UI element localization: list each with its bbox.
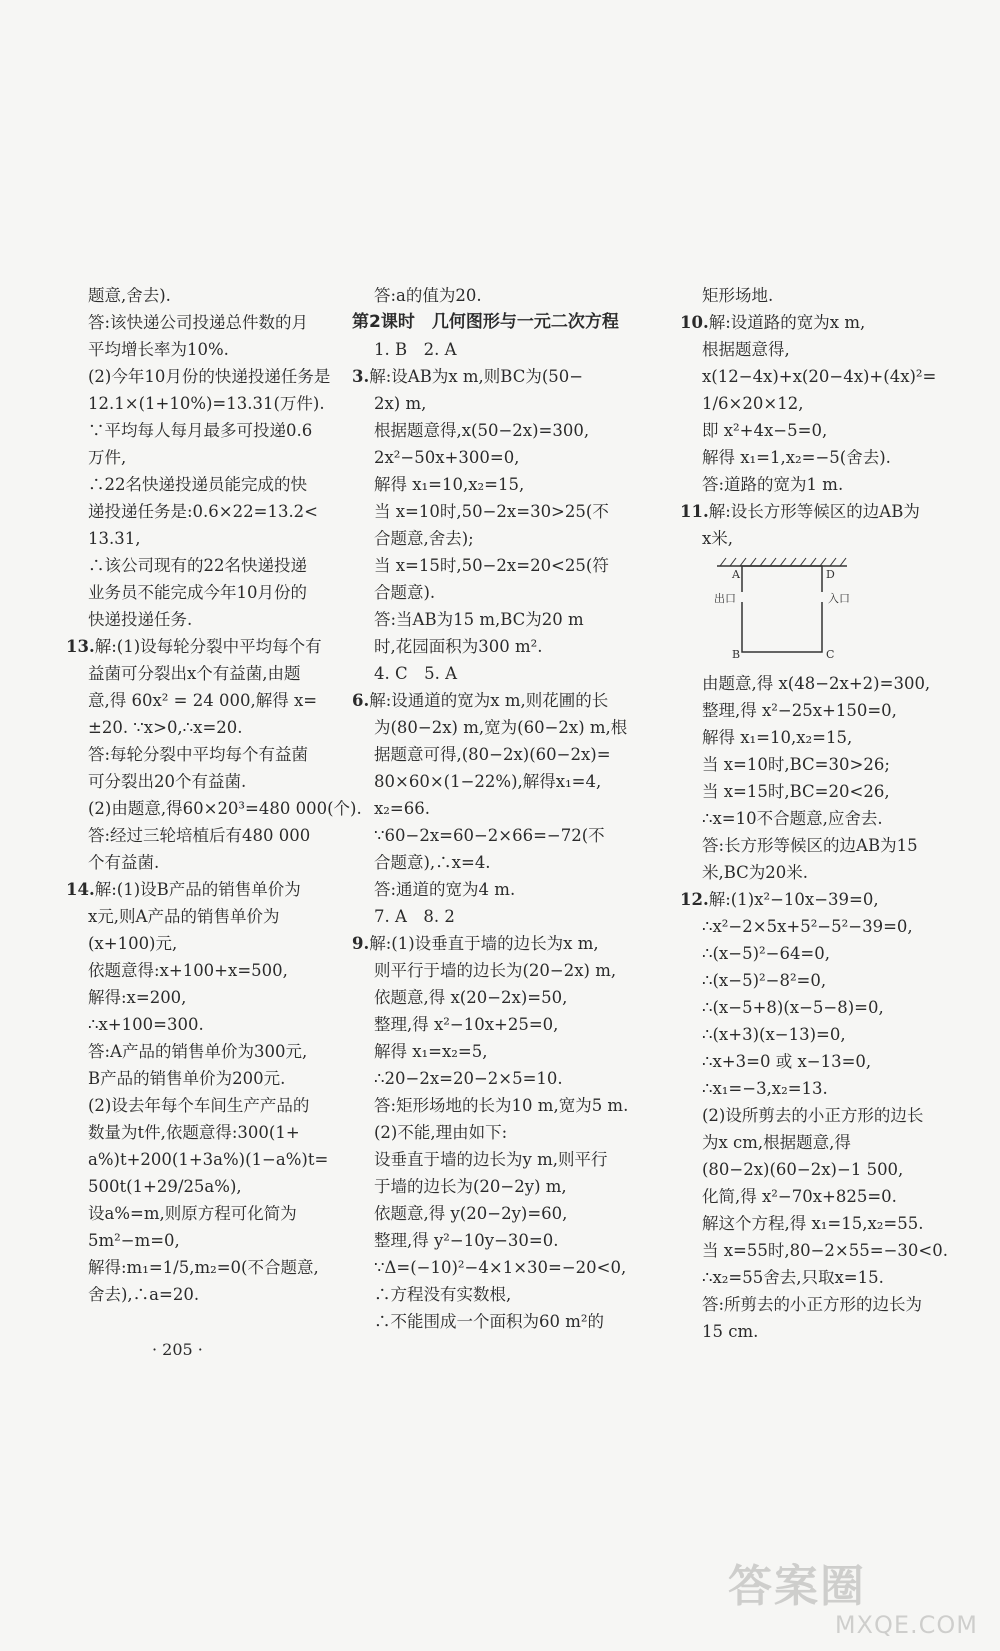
text-line: ∵60−2x=60−2×66=−72(不 <box>374 826 605 845</box>
text-line: ∴不能围成一个面积为60 m²的 <box>374 1312 605 1331</box>
text-line: 为(80−2x) m,宽为(60−2x) m,根 <box>374 718 628 737</box>
text-line: 即 x²+4x−5=0, <box>702 421 828 440</box>
text-line: ∴该公司现有的22名快递投递 <box>88 556 307 575</box>
text-line: (2)今年10月份的快递投递任务是 <box>88 367 331 386</box>
text-line: 快递投递任务. <box>88 610 193 629</box>
problem-number: 10. <box>680 313 709 332</box>
column-1 <box>66 282 362 1308</box>
text-line: 解得:x=200, <box>88 988 187 1007</box>
text-line: 500t(1+29/25a%), <box>88 1177 242 1196</box>
text-line: 答:每轮分裂中平均每个有益菌 <box>88 745 309 764</box>
text-line: 意,得 60x² = 24 000,解得 x= <box>88 691 318 710</box>
problem-number: 3. <box>352 367 370 386</box>
text-line: (2)由题意,得60×20³=480 000(个). <box>88 799 362 818</box>
text-line: 益菌可分裂出x个有益菌,由题 <box>88 664 301 683</box>
problem-text: 解:设道路的宽为x m, <box>708 313 866 332</box>
text-line: 数量为t件,依题意得:300(1+ <box>88 1123 300 1142</box>
problem-text: 解:(1)设B产品的销售单价为 <box>94 880 301 899</box>
problem-text: 解:(1)设垂直于墙的边长为x m, <box>369 934 599 953</box>
text-line: 解得 x₁=1,x₂=−5(舍去). <box>702 448 891 467</box>
text-line: 解得 x₁=10,x₂=15, <box>374 475 525 494</box>
text-line: x(12−4x)+x(20−4x)+(4x)²= <box>702 367 937 386</box>
text-line: x元,则A产品的销售单价为 <box>88 907 280 926</box>
text-line: 依题意,得 x(20−2x)=50, <box>374 988 568 1007</box>
label-c: C <box>826 648 835 661</box>
waiting-area-diagram <box>712 556 970 664</box>
text-line: 依题意得:x+100+x=500, <box>88 961 288 980</box>
text-line: 答:矩形场地的长为10 m,宽为5 m. <box>374 1096 629 1115</box>
text-line: ∴方程没有实数根, <box>374 1285 512 1304</box>
text-line: 当 x=55时,80−2×55=−30<0. <box>702 1241 948 1260</box>
text-line: 80×60×(1−22%),解得x₁=4, <box>374 772 602 791</box>
problem-line <box>66 876 328 903</box>
text-line: 依题意,得 y(20−2y)=60, <box>374 1204 568 1223</box>
text-line: 递投递任务是:0.6×22=13.2< <box>88 502 319 521</box>
text-line: 答:a的值为20. <box>374 286 482 305</box>
text-line: 答:当AB为15 m,BC为20 m <box>374 610 584 629</box>
text-line: 业务员不能完成今年10月份的 <box>88 583 307 602</box>
text-line: 当 x=10时,BC=30>26; <box>702 755 890 774</box>
text-line: ∴x²−2×5x+5²−5²−39=0, <box>702 917 913 936</box>
text-line: (2)设去年每个车间生产产品的 <box>88 1096 310 1115</box>
text-line: 当 x=15时,BC=20<26, <box>702 782 890 801</box>
text-line: 2x²−50x+300=0, <box>374 448 520 467</box>
text-line: ∴(x−5)²−8²=0, <box>702 971 827 990</box>
text-line: 据题意可得,(80−2x)(60−2x)= <box>374 745 611 764</box>
text-line: 根据题意得,x(50−2x)=300, <box>374 421 590 440</box>
problem-line <box>352 687 652 714</box>
text-line: x米, <box>702 529 734 548</box>
text-line: 12.1×(1+10%)=13.31(万件). <box>88 394 325 413</box>
text-line: ∵Δ=(−10)²−4×1×30=−20<0, <box>374 1258 627 1277</box>
text-line: 4. C 5. A <box>374 664 458 683</box>
text-line: 解得:m₁=1/5,m₂=0(不合题意, <box>88 1258 319 1277</box>
label-entrance: 入口 <box>828 592 850 605</box>
problem-line <box>680 886 970 913</box>
text-line: 答:长方形等候区的边AB为15 <box>702 836 918 855</box>
problem-text: 解:(1)x²−10x−39=0, <box>708 890 879 909</box>
problem-line <box>680 309 970 336</box>
problem-text: 解:(1)设每轮分裂中平均每个有 <box>94 637 322 656</box>
text-line: ∴(x−5+8)(x−5−8)=0, <box>702 998 884 1017</box>
text-line: (80−2x)(60−2x)−1 500, <box>702 1160 904 1179</box>
page-number: · 205 · <box>152 1340 203 1359</box>
text-line: ∴(x+3)(x−13)=0, <box>702 1025 846 1044</box>
label-d: D <box>826 568 835 581</box>
problem-number: 12. <box>680 890 709 909</box>
label-a: A <box>732 568 740 581</box>
text-line: B产品的销售单价为200元. <box>88 1069 286 1088</box>
text-line: ∴(x−5)²−64=0, <box>702 944 831 963</box>
text-line: ∴x+3=0 或 x−13=0, <box>702 1052 872 1071</box>
text-line: 5m²−m=0, <box>88 1231 180 1250</box>
text-line: 根据题意得, <box>702 340 790 359</box>
text-line: a%)t+200(1+3a%)(1−a%)t= <box>88 1150 329 1169</box>
problem-number: 6. <box>352 691 370 710</box>
text-line: 合题意). <box>374 583 436 602</box>
text-line: 舍去),∴a=20. <box>88 1285 200 1304</box>
text-line: 平均增长率为10%. <box>88 340 229 359</box>
problem-line <box>66 633 328 660</box>
text-line: 答:所剪去的小正方形的边长为 <box>702 1295 923 1314</box>
text-line: 当 x=15时,50−2x=20<25(符 <box>374 556 609 575</box>
text-line: ∴22名快递投递员能完成的快 <box>88 475 307 494</box>
text-line: 则平行于墙的边长为(20−2x) m, <box>374 961 617 980</box>
problem-line <box>352 930 652 957</box>
text-line: 答:A产品的销售单价为300元, <box>88 1042 308 1061</box>
problem-text: 解:设通道的宽为x m,则花圃的长 <box>369 691 609 710</box>
text-line: 7. A 8. 2 <box>374 907 455 926</box>
text-line: 1/6×20×12, <box>702 394 804 413</box>
text-line: 合题意,舍去); <box>374 529 474 548</box>
column-3 <box>680 282 970 1345</box>
text-line: 当 x=10时,50−2x=30>25(不 <box>374 502 609 521</box>
column-3-top <box>680 282 970 552</box>
text-line: 合题意),∴x=4. <box>374 853 491 872</box>
text-line: 于墙的边长为(20−2y) m, <box>374 1177 567 1196</box>
text-line: 整理,得 x²−25x+150=0, <box>702 701 897 720</box>
text-line: 万件, <box>88 448 127 467</box>
text-line: 解得 x₁=10,x₂=15, <box>702 728 853 747</box>
text-line: 答:通道的宽为4 m. <box>374 880 516 899</box>
text-line: 化简,得 x²−70x+825=0. <box>702 1187 897 1206</box>
column-3-bottom <box>680 670 970 1345</box>
text-line: (x+100)元, <box>88 934 178 953</box>
text-line: 1. B 2. A <box>374 340 457 359</box>
text-line: ∴x=10不合题意,应舍去. <box>702 809 883 828</box>
text-line: 整理,得 x²−10x+25=0, <box>374 1015 559 1034</box>
label-exit: 出口 <box>714 592 736 605</box>
text-line: ∴x₂=55舍去,只取x=15. <box>702 1268 884 1287</box>
problem-line <box>352 363 652 390</box>
problem-number: 9. <box>352 934 370 953</box>
text-line: 米,BC为20米. <box>702 863 809 882</box>
text-line: 为x cm,根据题意,得 <box>702 1133 851 1152</box>
text-line: ∴x+100=300. <box>88 1015 204 1034</box>
text-line: 整理,得 y²−10y−30=0. <box>374 1231 559 1250</box>
label-b: B <box>732 648 741 661</box>
text-line: ∴20−2x=20−2×5=10. <box>374 1069 563 1088</box>
problem-number: 11. <box>680 502 709 521</box>
watermark-logo <box>728 1563 978 1641</box>
watermark-url: MXQE.COM <box>834 1611 978 1639</box>
text-line: 题意,舍去). <box>88 286 171 305</box>
text-line: 由题意,得 x(48−2x+2)=300, <box>702 674 931 693</box>
text-line: ±20. ∵x>0,∴x=20. <box>88 718 243 737</box>
problem-text: 解:设长方形等候区的边AB为 <box>708 502 920 521</box>
text-line: 答:道路的宽为1 m. <box>702 475 844 494</box>
text-line: 2x) m, <box>374 394 427 413</box>
text-line: 个有益菌. <box>88 853 160 872</box>
text-line: ∵平均每人每月最多可投递0.6 <box>88 421 313 440</box>
text-line: 矩形场地. <box>702 286 774 305</box>
section-heading: 第2课时 几何图形与一元二次方程 <box>352 312 619 332</box>
text-line: ∴x₁=−3,x₂=13. <box>702 1079 828 1098</box>
column-2 <box>352 282 652 1335</box>
problem-number: 14. <box>66 880 95 899</box>
problem-number: 13. <box>66 637 95 656</box>
text-line: 答:经过三轮培植后有480 000 <box>88 826 311 845</box>
text-line: 时,花园面积为300 m². <box>374 637 543 656</box>
text-line: 15 cm. <box>702 1322 759 1341</box>
text-line: (2)不能,理由如下: <box>374 1123 508 1142</box>
text-line: 解得 x₁=x₂=5, <box>374 1042 488 1061</box>
problem-text: 解:设AB为x m,则BC为(50− <box>369 367 584 386</box>
text-line: x₂=66. <box>374 799 430 818</box>
text-line: (2)设所剪去的小正方形的边长 <box>702 1106 924 1125</box>
watermark-text: 答案圈 <box>728 1561 866 1612</box>
text-line: 13.31, <box>88 529 141 548</box>
text-line: 设垂直于墙的边长为y m,则平行 <box>374 1150 608 1169</box>
text-line: 解这个方程,得 x₁=15,x₂=55. <box>702 1214 924 1233</box>
text-line: 答:该快递公司投递总件数的月 <box>88 313 309 332</box>
problem-line <box>680 498 970 525</box>
text-line: 可分裂出20个有益菌. <box>88 772 247 791</box>
text-line: 设a%=m,则原方程可化简为 <box>88 1204 297 1223</box>
